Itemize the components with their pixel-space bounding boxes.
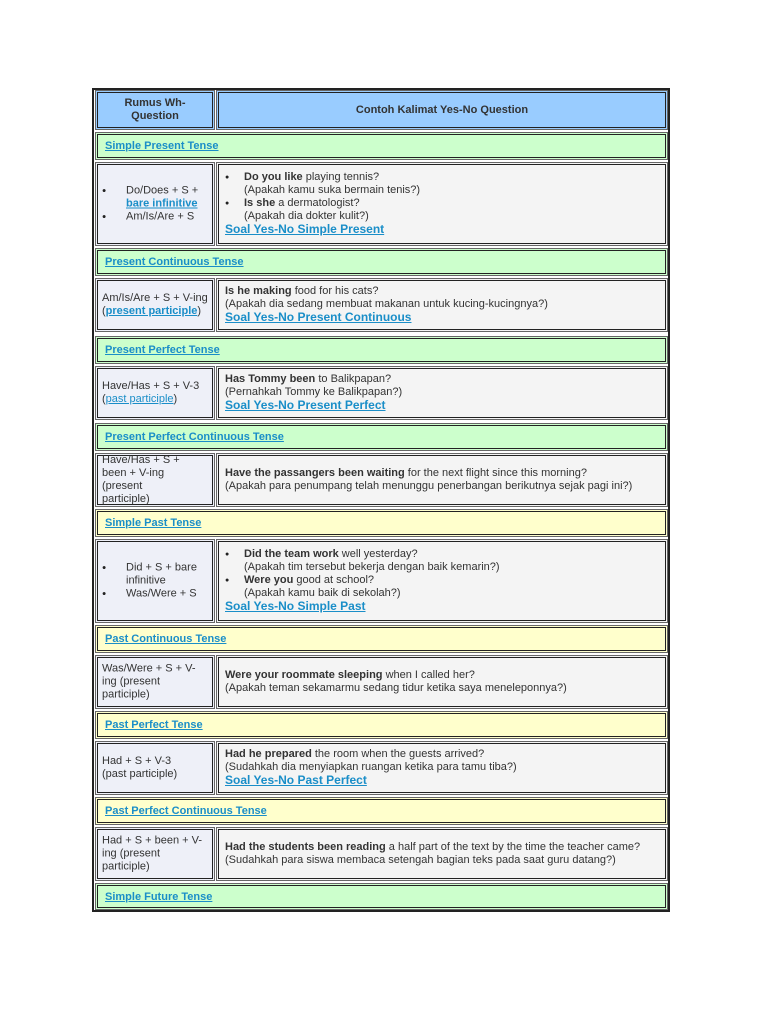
formula-cell: [95, 162, 215, 246]
example-content: [225, 548, 663, 614]
formula-content: Had + S + been + V-ing (present participle): [102, 834, 202, 873]
example-cell: [216, 366, 668, 420]
header-example-text: Contoh Kalimat Yes-No Question: [355, 103, 529, 116]
example-content: [225, 171, 663, 237]
example-item: ● Is she a dermatologist? (Apakah dia dokter kulit?): [225, 197, 663, 223]
formula-content: Was/Were + S + V-ing (present participle): [102, 662, 196, 701]
section-present-perfect-continuous: [95, 423, 668, 451]
section-simple-past: [95, 509, 668, 537]
section-past-continuous: [95, 625, 668, 653]
section-present-perfect: [95, 336, 668, 364]
formula-item: ● Was/Were + S: [102, 588, 210, 601]
formula-cell: [95, 453, 215, 507]
header-formula: [95, 90, 215, 130]
formula-item: ● Am/Is/Are + S: [102, 211, 210, 224]
bare-infinitive-link[interactable]: bare infinitive: [126, 197, 198, 210]
formula-content: Am/Is/Are + S + V-ing (present participle): [102, 292, 208, 317]
example-item: ● Do you like playing tennis? (Apakah kamu suka bermain tenis?): [225, 171, 663, 197]
example-cell: [216, 827, 668, 881]
section-title-link[interactable]: Present Perfect Continuous Tense: [105, 431, 284, 443]
example-item: ● Were you good at school? (Apakah kamu baik di sekolah?): [225, 574, 663, 600]
example-content: Were your roommate sleeping when I called her? (Apakah teman sekamarmu sedang tidur ketika saya meneleponnya?): [225, 669, 567, 694]
past-participle-link[interactable]: past participle: [105, 393, 174, 405]
formula-cell: [95, 278, 215, 332]
section-title-link[interactable]: Past Continuous Tense: [105, 633, 227, 645]
example-content: Is he making food for his cats? (Apakah dia sedang membuat makanan untuk kucing-kucingnya?) Soal Yes-No Present Continuous: [225, 285, 548, 324]
formula-cell: [95, 366, 215, 420]
example-cell: [216, 278, 668, 332]
section-title-link[interactable]: Simple Future Tense: [105, 890, 213, 903]
section-past-perfect: [95, 711, 668, 739]
formula-cell: [95, 655, 215, 709]
example-item: ● Did the team work well yesterday? (Apakah tim tersebut bekerja dengan baik kemarin?): [225, 548, 663, 574]
formula-content: Had + S + V-3 (past participle): [102, 755, 178, 780]
section-title-link[interactable]: Past Perfect Continuous Tense: [105, 805, 267, 817]
formula-content: [102, 185, 210, 224]
example-content: Have the passangers been waiting for the next flight since this morning? (Apakah para penumpang telah menunggu penerbangan berikutnya sejak pagi ini?): [225, 467, 633, 492]
header-formula-text: Rumus Wh-Question: [124, 97, 186, 122]
soal-link[interactable]: Soal Yes-No Present Perfect: [225, 398, 386, 412]
example-cell: [216, 453, 668, 507]
section-title-link[interactable]: Simple Present Tense: [105, 140, 219, 152]
section-present-continuous: [95, 248, 668, 276]
formula-cell: [95, 741, 215, 795]
soal-link[interactable]: Soal Yes-No Simple Past: [225, 599, 366, 613]
example-cell: [216, 741, 668, 795]
present-participle-link[interactable]: present participle: [105, 305, 198, 317]
example-content: Had the students been reading a half part of the text by the time the teacher came? (Sudahkah para siswa membaca setengah bagian teks pada saat guru datang?): [225, 841, 641, 866]
example-cell: [216, 655, 668, 709]
formula-item: ● Do/Does + S + bare infinitive: [102, 185, 210, 211]
section-title-link[interactable]: Past Perfect Tense: [105, 719, 203, 731]
section-simple-present: [95, 132, 668, 160]
section-title-link[interactable]: Present Perfect Tense: [105, 344, 220, 356]
formula-cell: [95, 827, 215, 881]
section-title-link[interactable]: Simple Past Tense: [105, 517, 202, 529]
soal-link[interactable]: Soal Yes-No Present Continuous: [225, 310, 412, 324]
example-cell: [216, 539, 668, 623]
example-content: Had he prepared the room when the guests arrived? (Sudahkah dia menyiapkan ruangan ketika para tamu tiba?) Soal Yes-No Past Perfect: [225, 748, 517, 787]
formula-item: ● Did + S + bare infinitive: [102, 562, 210, 588]
section-title-link[interactable]: Present Continuous Tense: [105, 256, 244, 268]
soal-link[interactable]: Soal Yes-No Simple Present: [225, 222, 385, 236]
example-cell: [216, 162, 668, 246]
formula-content: [102, 562, 210, 601]
formula-content: Have/Has + S + been + V-ing (present participle): [102, 454, 180, 505]
formula-cell: [95, 539, 215, 623]
soal-link[interactable]: Soal Yes-No Past Perfect: [225, 773, 367, 787]
formula-content: Have/Has + S + V-3 (past participle): [102, 380, 200, 405]
example-content: Has Tommy been to Balikpapan? (Pernahkah Tommy ke Balikpapan?) Soal Yes-No Present Perfect: [225, 373, 403, 412]
section-past-perfect-continuous: [95, 797, 668, 825]
section-simple-future: [95, 883, 668, 910]
header-example: [216, 90, 668, 130]
